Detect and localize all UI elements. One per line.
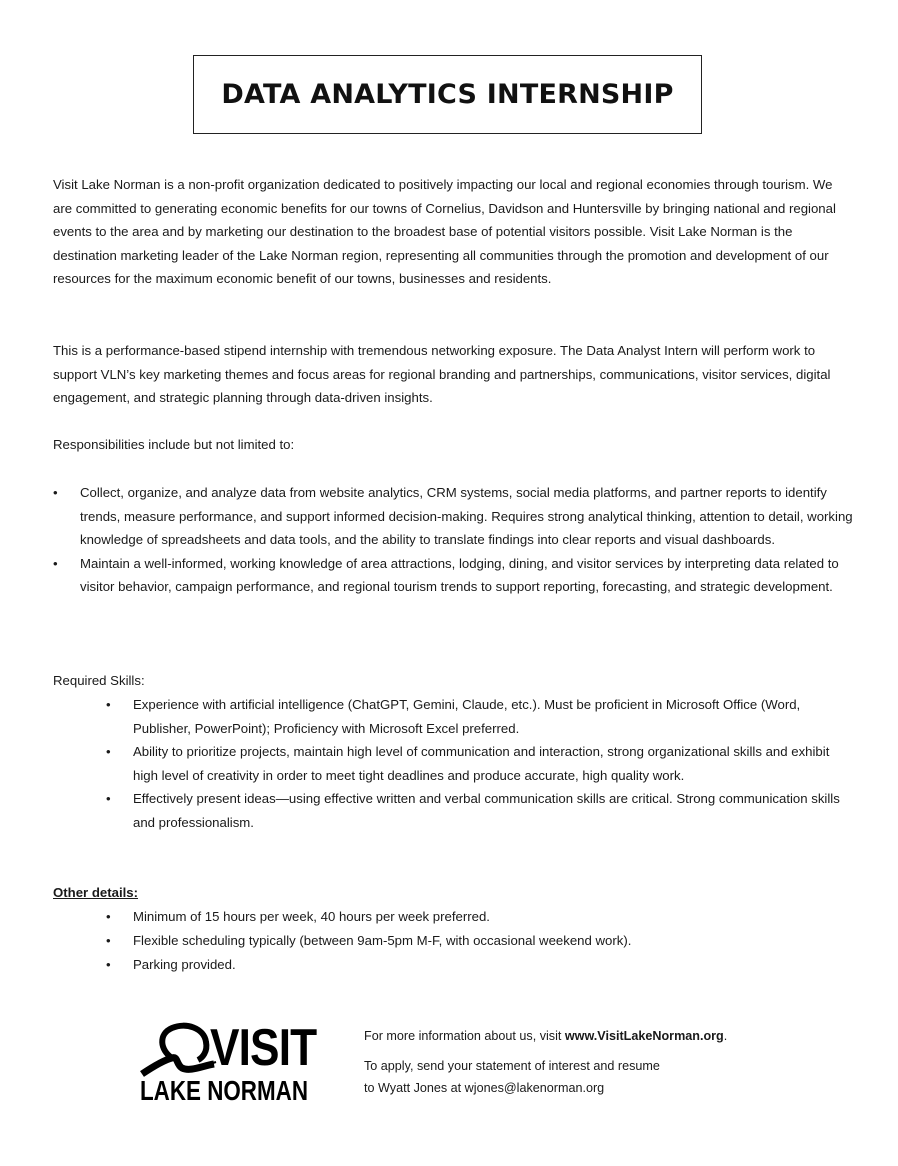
responsibilities-list	[53, 481, 853, 599]
list-item	[106, 905, 851, 929]
list-item-text: Parking provided.	[133, 957, 236, 972]
bullet-icon: •	[53, 485, 58, 500]
bullet-icon: •	[106, 697, 111, 712]
required-skills-label: Required Skills:	[53, 673, 145, 688]
list-item	[53, 481, 853, 552]
bullet-icon: •	[106, 909, 111, 924]
bullet-icon: •	[106, 933, 111, 948]
logo-word-visit: VISIT	[210, 1019, 317, 1077]
list-item-text: Effectively present ideas—using effective written and verbal communication skills are critical. Strong communication skills and professionalism.	[133, 791, 840, 830]
intro-paragraph-1: Visit Lake Norman is a non-profit organization dedicated to positively impacting our local and regional economies through tourism. We are committed to generating economic benefits for our towns of Cornelius, Davidson and Huntersville by bringing national and regional events to the area and by marketing our destination to the broadest base of potential visitors possible. Visit Lake Norman is the destination marketing leader of the Lake Norman region, representing all communities through the promotion and development of our resources for the maximum economic benefit of our towns, businesses and residents.	[53, 177, 836, 286]
intro-paragraph-2: This is a performance-based stipend internship with tremendous networking exposure. The Data Analyst Intern will perform work to support VLN’s key marketing themes and focus areas for regional branding and partnerships, communications, visitor services, digital engagement, and strategic planning through data-driven insights.	[53, 343, 831, 405]
more-info-suffix: .	[723, 1029, 728, 1043]
list-item-text: Flexible scheduling typically (between 9am-5pm M-F, with occasional weekend work).	[133, 933, 632, 948]
apply-line-2: to Wyatt Jones at wjones@lakenorman.org	[364, 1081, 605, 1095]
lake-wave-icon	[138, 1020, 218, 1080]
more-info-prefix: For more information about us, visit	[364, 1029, 565, 1043]
list-item	[106, 787, 851, 834]
visit-lake-norman-logo	[138, 1020, 338, 1110]
logo-word-lake-norman: LAKE NORMAN	[140, 1075, 308, 1106]
list-item-text: Minimum of 15 hours per week, 40 hours per week preferred.	[133, 909, 490, 924]
website-link[interactable]: www.VisitLakeNorman.org	[564, 1029, 724, 1043]
list-item-text: Collect, organize, and analyze data from website analytics, CRM systems, social media platforms, and partner reports to identify trends, measure performance, and support informed decision-making. Requires strong analytical thinking, attention to detail, working knowledge of spreadsheets and data tools, and the ability to translate findings into clear reports and visual dashboards.	[80, 485, 853, 547]
list-item	[53, 552, 853, 599]
bullet-icon: •	[106, 957, 111, 972]
list-item	[106, 953, 851, 977]
list-item	[106, 693, 851, 740]
page-title: DATA ANALYTICS INTERNSHIP	[221, 79, 674, 110]
list-item-text: Experience with artificial intelligence (ChatGPT, Gemini, Claude, etc.). Must be proficient in Microsoft Office (Word, Publisher, PowerPoint); Proficiency with Microsoft Excel preferred.	[133, 697, 801, 736]
responsibilities-label: Responsibilities include but not limited to:	[53, 437, 295, 452]
list-item	[106, 740, 851, 787]
apply-line-1: To apply, send your statement of interest and resume	[364, 1059, 660, 1073]
other-details-list	[106, 905, 851, 977]
more-info-line	[364, 1025, 727, 1047]
bullet-icon: •	[106, 744, 111, 759]
other-details-label: Other details:	[53, 885, 139, 900]
title-box	[193, 55, 702, 134]
bullet-icon: •	[53, 555, 58, 571]
list-item-text: Maintain a well-informed, working knowledge of area attractions, lodging, dining, and visitor services by interpreting data related to visitor behavior, campaign performance, and regional tourism trends to support reporting, forecasting, and strategic development.	[80, 555, 839, 594]
required-skills-list	[106, 693, 851, 834]
list-item-text: Ability to prioritize projects, maintain high level of communication and interaction, strong organizational skills and exhibit high level of creativity in order to meet tight deadlines and produce accurate, high quality work.	[133, 744, 830, 783]
bullet-icon: •	[106, 791, 111, 806]
contact-info	[364, 1025, 727, 1099]
list-item	[106, 929, 851, 953]
